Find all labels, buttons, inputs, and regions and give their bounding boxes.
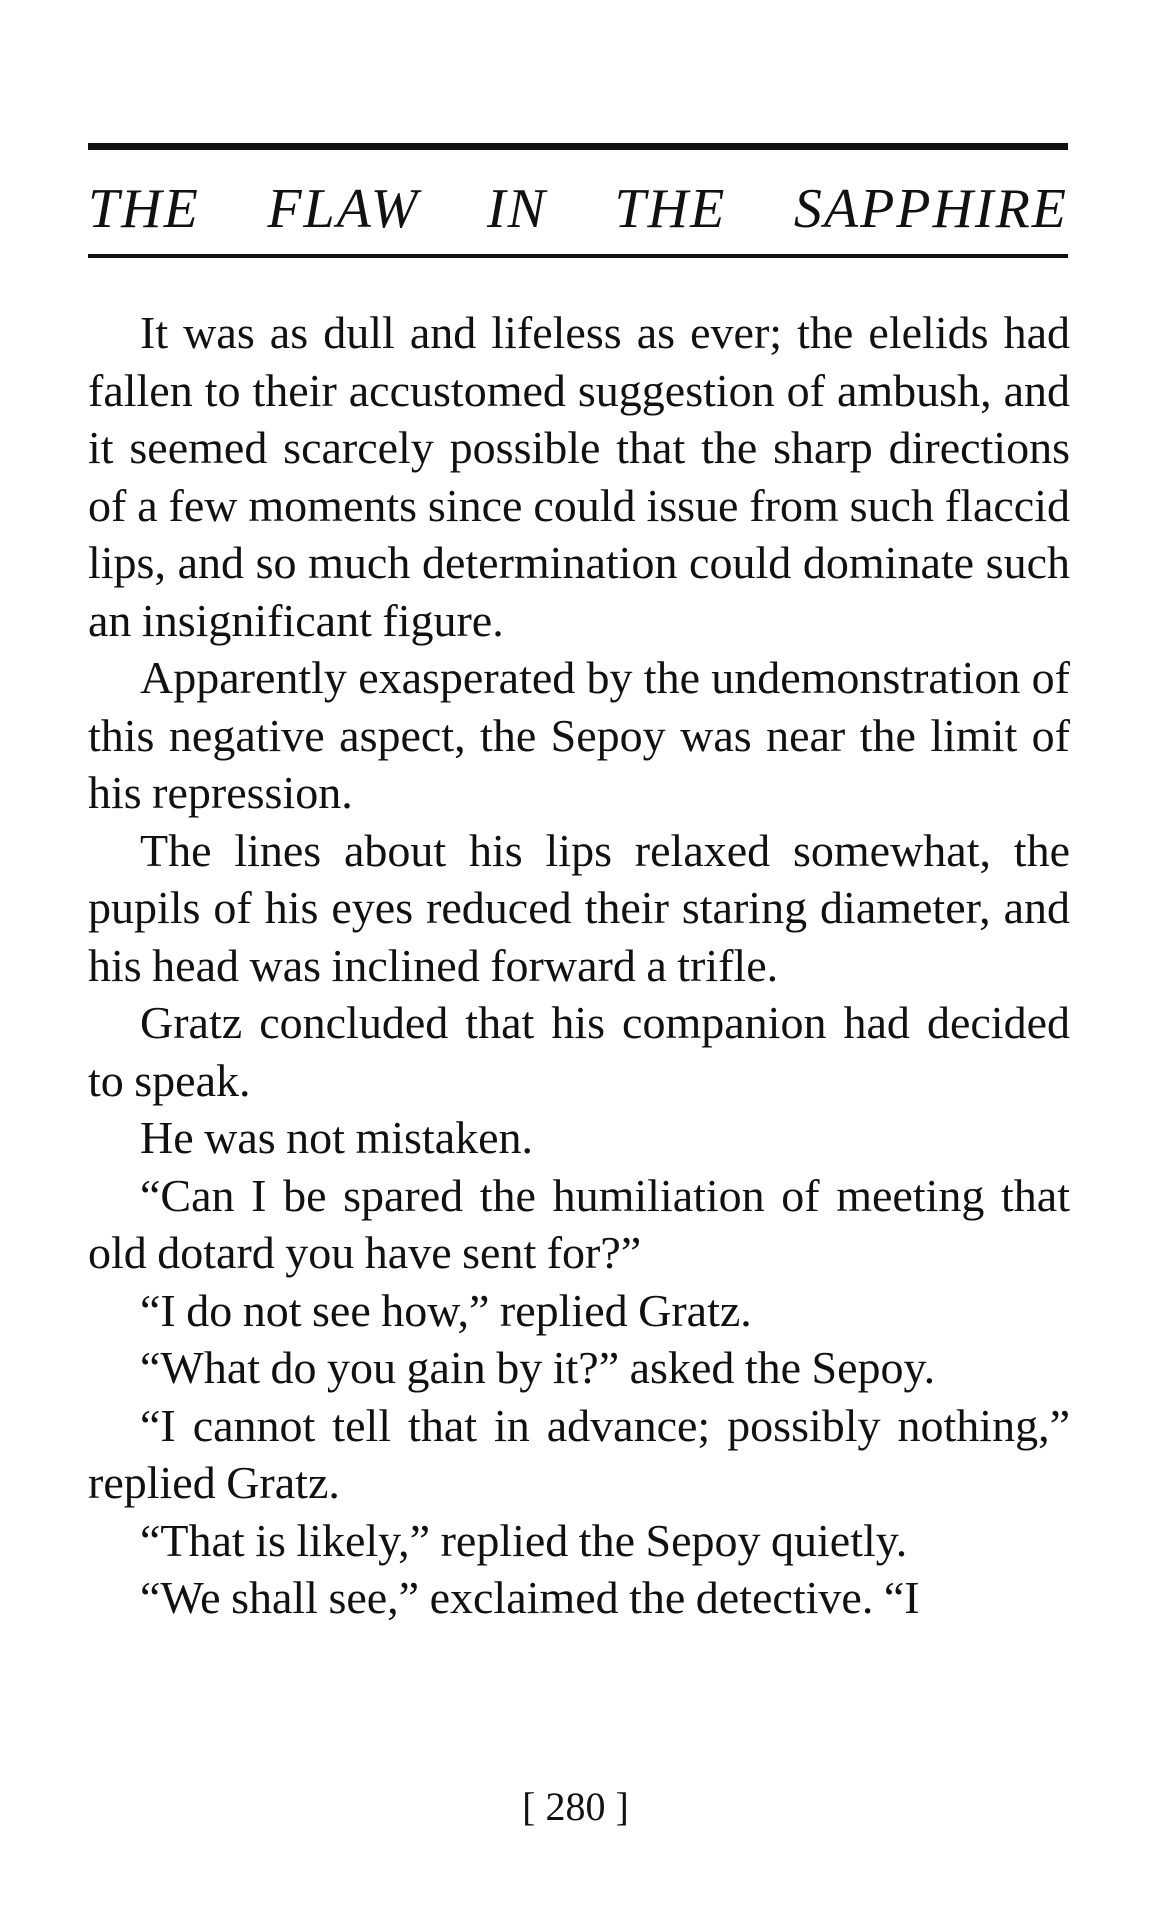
paragraph: The lines about his lips relaxed somewhat, the pupils of his eyes reduced their staring diameter, and his head was inclined forward a trifle. <box>88 824 1070 991</box>
running-head-word: IN <box>487 178 547 240</box>
running-head <box>88 170 1068 248</box>
paragraph: “That is likely,” replied the Sepoy quietly. <box>140 1514 908 1566</box>
paragraph: “I cannot tell that in advance; possibly nothing,” replied Gratz. <box>88 1399 1070 1508</box>
paragraph: “I do not see how,” replied Gratz. <box>140 1284 752 1336</box>
running-head-word: SAPPHIRE <box>793 178 1068 240</box>
paragraph: Gratz concluded that his companion had decided to speak. <box>88 997 1070 1106</box>
paragraph: Apparently exasperated by the undemonstration of this negative aspect, the Sepoy was near the limit of his repression. <box>88 652 1070 818</box>
running-head-word: FLAW <box>267 178 420 240</box>
running-head-word: THE <box>88 178 200 240</box>
paragraph: “We shall see,” exclaimed the detective. “I <box>140 1572 920 1623</box>
page-number: [ 280 ] <box>522 1784 629 1829</box>
body-text <box>88 304 1070 1627</box>
paragraph: He was not mistaken. <box>140 1112 534 1163</box>
header-rule-bottom <box>88 254 1068 258</box>
header-rule-top <box>88 143 1068 150</box>
paragraph: It was as dull and lifeless as ever; the elelids had fallen to their accustomed suggestion of ambush, and it seemed scarcely possible that the sharp directions of a few moments since could issue from such flaccid lips, and so much determination could dominate such an insignificant figure. <box>88 307 1070 646</box>
paragraph: “What do you gain by it?” asked the Sepoy. <box>140 1342 936 1393</box>
paragraph: “Can I be spared the humiliation of meeting that old dotard you have sent for?” <box>88 1169 1070 1278</box>
running-head-word: THE <box>614 178 727 240</box>
